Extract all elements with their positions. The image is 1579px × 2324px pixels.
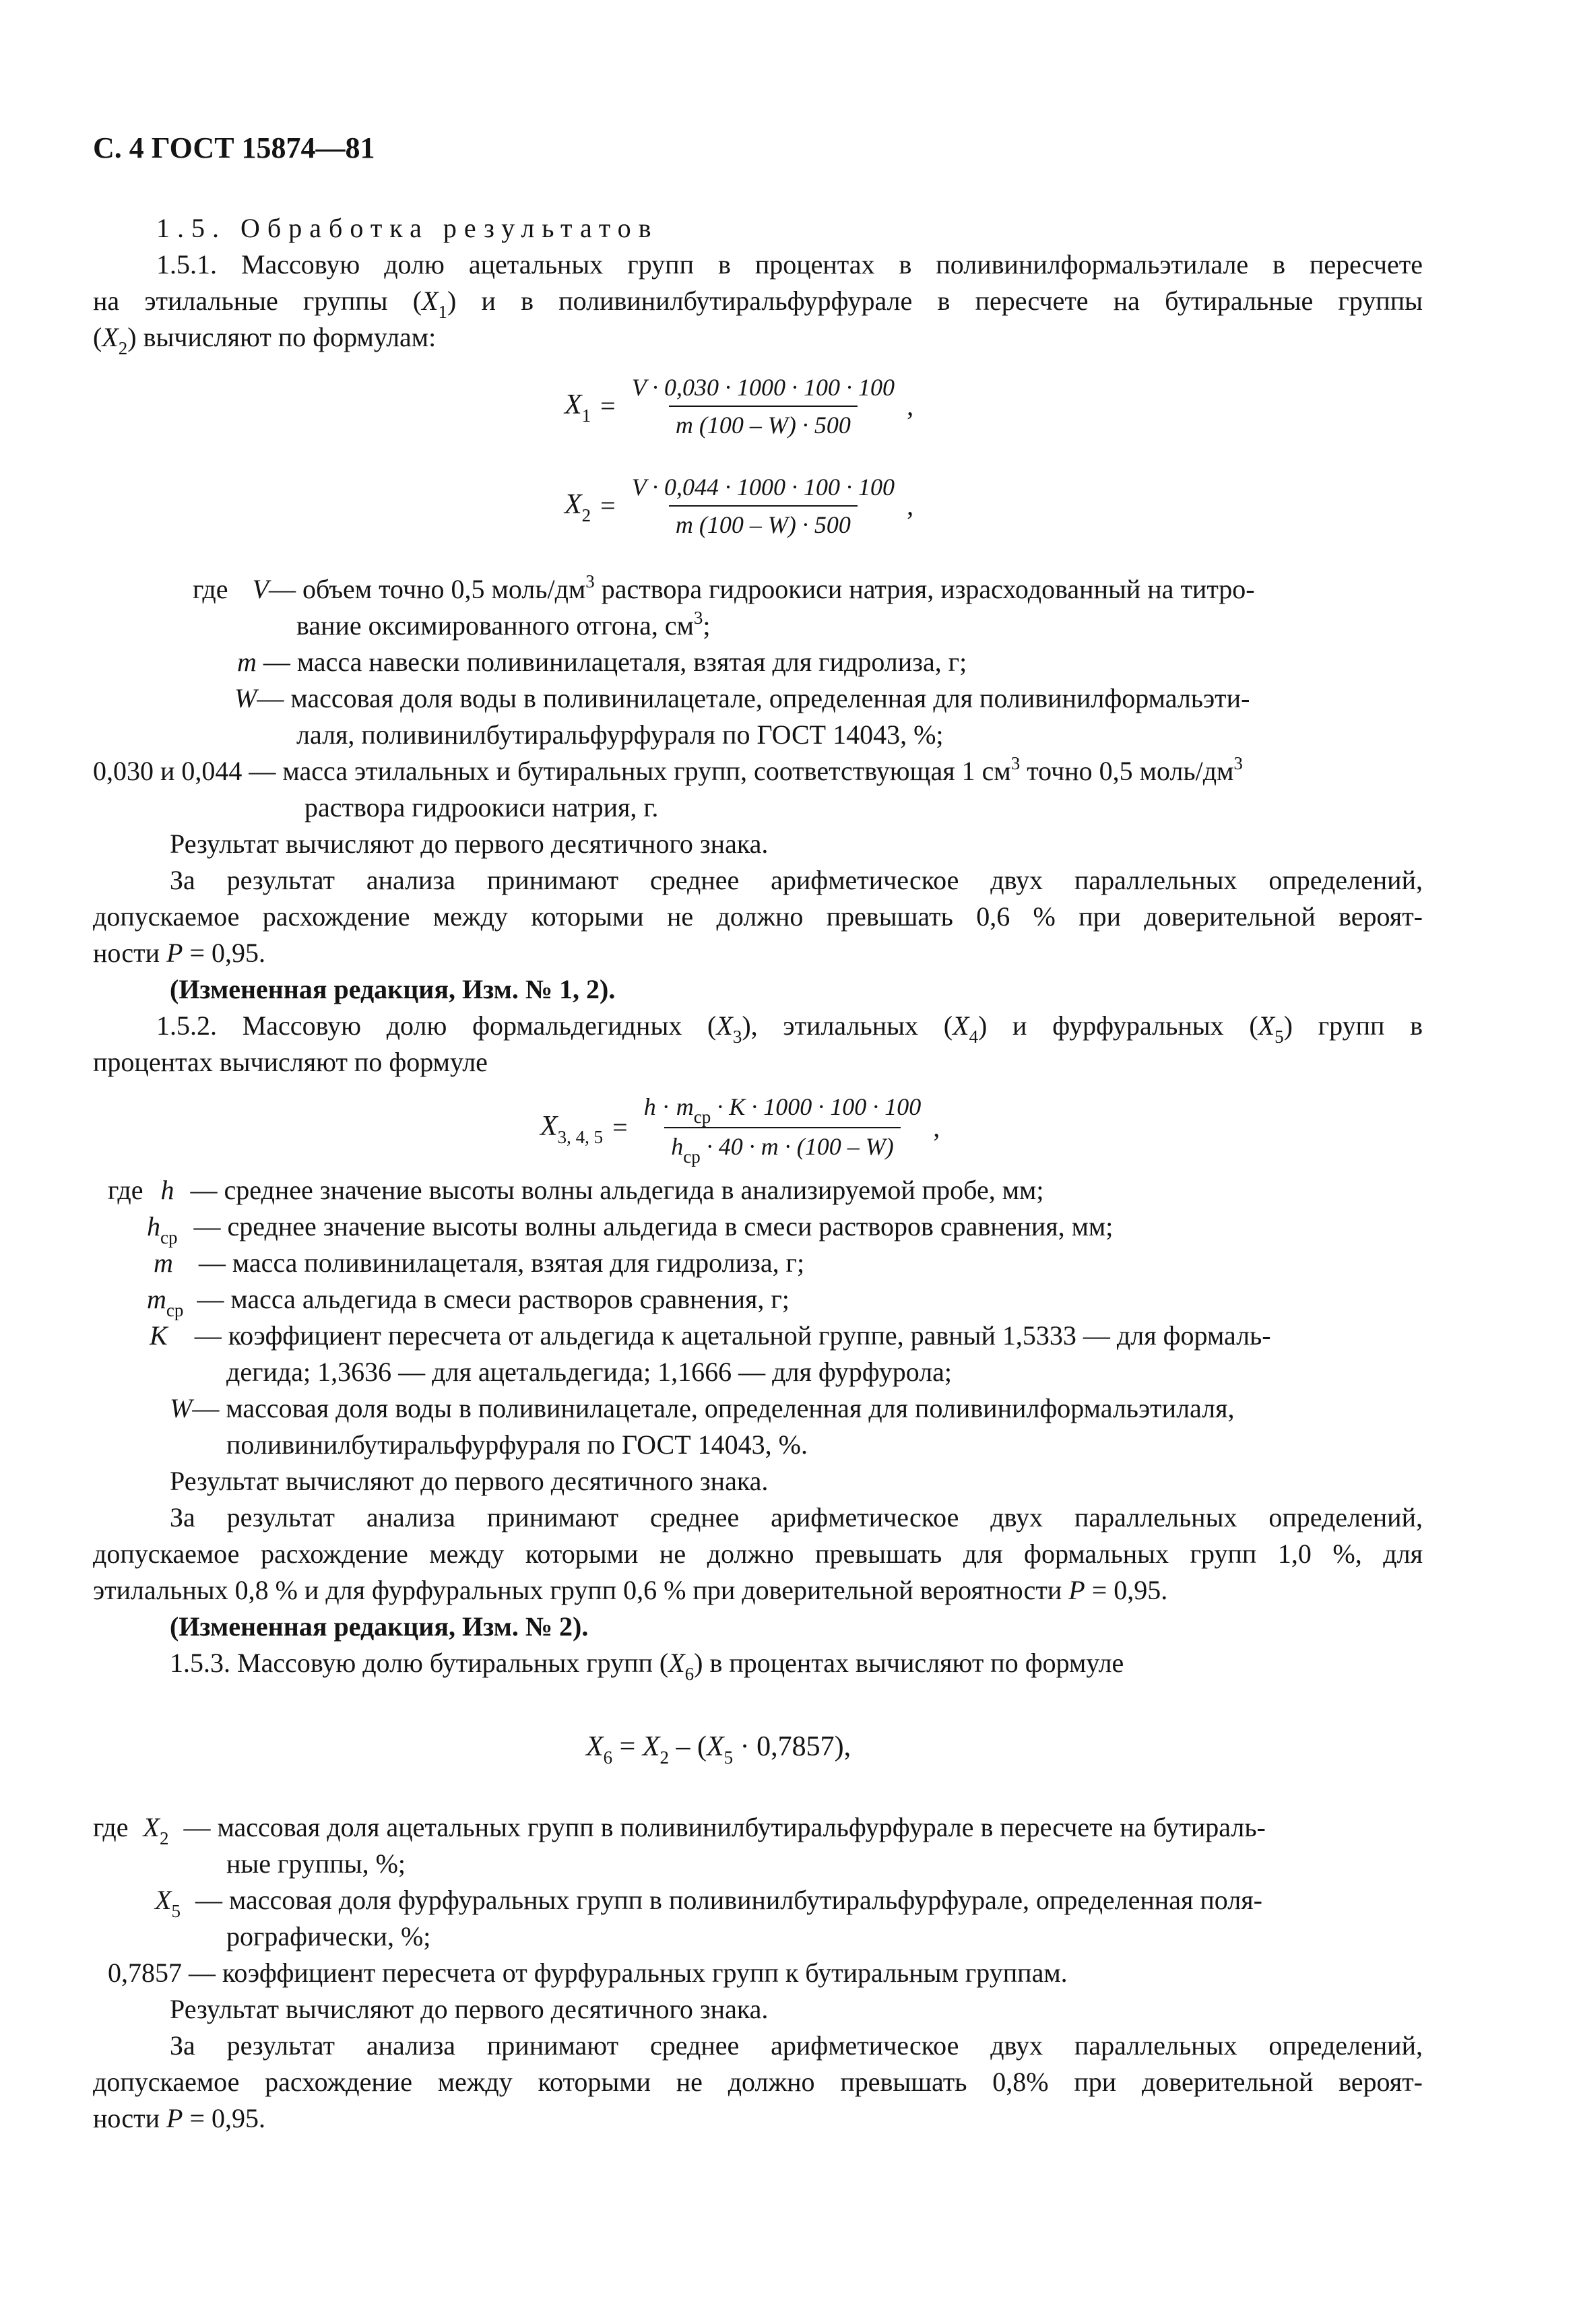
result-3: допускаемое расхождение между которыми не должно превышать 0,6 % при доверительной вероят- <box>93 901 1423 932</box>
def2-m <box>154 1245 804 1281</box>
f3-lhs-sub: 3, 4, 5 <box>557 1127 604 1147</box>
x2-subscript: 2 <box>118 338 128 358</box>
def2-hcp-symbol: h <box>147 1211 160 1241</box>
result-4 <box>93 935 265 971</box>
def2-h <box>108 1172 1043 1208</box>
def-v-where: где <box>193 574 228 604</box>
result3-4-p: P <box>166 2103 183 2133</box>
f1-eq: = <box>600 391 616 421</box>
x4-symbol: X <box>953 1010 969 1041</box>
f2-tail: , <box>907 490 914 521</box>
s152-l1c: ) и фурфуральных ( <box>978 1010 1258 1041</box>
f2-eq: = <box>600 490 616 521</box>
def-m <box>237 644 967 680</box>
result2-4-val: = 0,95. <box>1085 1575 1168 1605</box>
def2-hcp <box>147 1208 1113 1248</box>
formula-x2 <box>565 472 913 540</box>
def2-mcp <box>147 1281 790 1320</box>
section-title-text: 1.5. Обработка результатов <box>156 213 659 243</box>
result2-1: Результат вычисляют до первого десятичного знака. <box>170 1466 769 1496</box>
def2-k <box>150 1318 1271 1354</box>
result2-4-text: этилальных 0,8 % и для фурфуральных групп 0,6 % при доверительной вероятности <box>93 1575 1069 1605</box>
result-2: За результат анализа принимают среднее арифметическое двух параллельных определений, <box>170 865 1423 895</box>
f3-num-m: m <box>676 1093 694 1120</box>
def2-w-text: — массовая доля воды в поливинилацетале, определенная для поливинилформальэтилаля, <box>192 1393 1235 1423</box>
def-coef-sup2: 3 <box>1233 753 1243 773</box>
def-v-cont-sup: 3 <box>693 608 703 628</box>
def2-h-text: — среднее значение высоты волны альдегида в анализируемой пробе, мм; <box>190 1175 1044 1205</box>
def2-h-symbol: h <box>160 1175 174 1205</box>
result-1: Результат вычисляют до первого десятичного знака. <box>170 829 769 859</box>
f2-fraction <box>625 472 901 540</box>
result3-4-val: = 0,95. <box>183 2103 266 2133</box>
def2-mcp-sub: ср <box>166 1300 184 1320</box>
x1-symbol: X <box>422 286 439 316</box>
s151-line3 <box>93 319 436 358</box>
def-v-symbol: V <box>252 574 269 604</box>
f4-x6: X <box>586 1731 604 1762</box>
def-coef-text: 0,030 и 0,044 — масса этилальных и бутиральных групп, соответствующая 1 см <box>93 756 1011 786</box>
def3-x5-text: — массовая доля фурфуральных групп в поливинилбутиральфурфурале, определенная поля- <box>195 1885 1262 1915</box>
def2-m-symbol: m <box>154 1248 173 1278</box>
x6-sub: 6 <box>684 1664 695 1684</box>
f2-numerator: V · 0,044 · 1000 · 100 · 100 <box>631 474 895 501</box>
def2-w-symbol: W <box>170 1393 193 1423</box>
x6-symbol: X <box>668 1648 685 1678</box>
def-v-text: — объем точно 0,5 моль/дм <box>268 574 586 604</box>
s151-l3b: ) вычисляют по формулам: <box>127 322 437 352</box>
formula-x345-lhs <box>540 1108 603 1147</box>
def2-k-cont: дегида; 1,3636 — для ацетальдегида; 1,1666 — для фурфурола; <box>226 1357 953 1387</box>
result2-4 <box>93 1572 1167 1609</box>
def3-x2 <box>93 1809 1266 1848</box>
def3-x5-symbol: X <box>155 1885 172 1915</box>
f1-lhs-sub: 1 <box>581 406 591 426</box>
result-4-val: = 0,95. <box>183 938 266 968</box>
s151-line1: 1.5.1. Массовую долю ацетальных групп в процентах в поливинилформальэтилале в пересчете <box>156 249 1423 280</box>
result3-2: За результат анализа принимают среднее арифметическое двух параллельных определений, <box>170 2030 1423 2061</box>
def-v-text2: раствора гидроокиси натрия, израсходованный на титро- <box>594 574 1255 604</box>
def-v <box>193 571 1255 610</box>
f1-fraction <box>625 372 901 441</box>
def3-x5-cont: рографически, %; <box>226 1921 431 1951</box>
def-m-symbol: m <box>237 647 257 677</box>
formula-x6 <box>586 1729 851 1768</box>
formula-x1 <box>565 372 913 441</box>
def2-where: где <box>108 1175 143 1205</box>
f4-x2: X <box>642 1731 660 1762</box>
x3-sub: 3 <box>732 1027 742 1047</box>
x2-symbol: X <box>102 322 119 352</box>
f3-den-h: h <box>671 1133 684 1160</box>
def-w-cont: лаля, поливинилбутиральфурфураля по ГОСТ 14043, %; <box>296 719 944 750</box>
formula-x1-lhs <box>565 387 591 426</box>
def2-k-text: — коэффициент пересчета от альдегида к ацетальной группе, равный 1,5333 — для формаль- <box>194 1320 1271 1351</box>
def2-w-cont: поливинилбутиральфурфураля по ГОСТ 14043, %. <box>226 1429 808 1460</box>
result3-4-text: ности <box>93 2103 167 2133</box>
def3-k: 0,7857 — коэффициент пересчета от фурфуральных групп к бутиральным группам. <box>108 1958 1068 1988</box>
s153-l1b: ) в процентах вычисляют по формуле <box>694 1648 1124 1678</box>
def2-k-symbol: K <box>150 1320 168 1351</box>
f3-den-rest: · 40 · m · (100 – W) <box>706 1133 894 1160</box>
formula-x2-lhs <box>565 486 591 525</box>
f3-denominator <box>664 1127 900 1167</box>
revision-1: (Измененная редакция, Изм. № 1, 2). <box>170 974 616 1004</box>
f3-eq: = <box>612 1112 628 1142</box>
f4-x5-sub: 5 <box>723 1747 734 1768</box>
s151-l2a: на этилальные группы ( <box>93 286 422 316</box>
result3-3: допускаемое расхождение между которыми не должно превышать 0,8% при доверительной вероят- <box>93 2067 1423 2097</box>
f3-fraction <box>637 1091 928 1167</box>
f4-end: · 0,7857), <box>733 1731 851 1762</box>
f2-lhs: X <box>565 489 582 520</box>
s153-l1a: 1.5.3. Массовую долю бутиральных групп ( <box>170 1648 669 1678</box>
def-v-cont-text: вание оксимированного отгона, см <box>296 610 694 641</box>
def3-where: где <box>93 1812 129 1842</box>
def2-mcp-text: — масса альдегида в смеси растворов сравнения, г; <box>197 1284 790 1314</box>
x4-sub: 4 <box>969 1027 978 1047</box>
def-coef-cont: раствора гидроокиси натрия, г. <box>304 792 659 822</box>
s151-line2 <box>93 283 1423 322</box>
def-v-sup: 3 <box>585 571 595 591</box>
f3-numerator: $h \cdot m_{ср} \cdot K \cdot 1000 \cdot 100 \cdot 100$ <box>643 1093 922 1127</box>
def3-x5 <box>155 1882 1262 1921</box>
formula-x345 <box>540 1091 940 1167</box>
f2-lhs-sub: 2 <box>581 505 591 525</box>
def-m-text: — масса навески поливинилацеталя, взятая для гидролиза, г; <box>256 647 967 677</box>
f1-tail: , <box>907 391 914 421</box>
def2-m-text: — масса поливинилацеталя, взятая для гидролиза, г; <box>198 1248 805 1278</box>
x5-symbol: X <box>1258 1010 1275 1041</box>
def2-hcp-sub: ср <box>160 1227 178 1248</box>
f4-x5: X <box>707 1731 724 1762</box>
def3-x2-symbol: X <box>143 1812 160 1842</box>
result2-2: За результат анализа принимают среднее арифметическое двух параллельных определений, <box>170 1502 1423 1532</box>
f4-mid: = <box>612 1731 643 1762</box>
s152-line1 <box>156 1008 1423 1047</box>
section-title <box>156 210 659 247</box>
f3-num-rest: · K · 1000 · 100 · 100 <box>717 1093 922 1120</box>
f3-lhs: X <box>540 1111 558 1142</box>
result-4-text: ности <box>93 938 167 968</box>
page-header: С. 4 ГОСТ 15874—81 <box>93 131 375 164</box>
result3-1: Результат вычисляют до первого десятичного знака. <box>170 1994 769 2024</box>
s152-l1d: ) групп в <box>1283 1010 1423 1041</box>
f3-tail: , <box>933 1112 940 1142</box>
def-w-symbol: W <box>234 683 257 713</box>
def3-x2-cont: ные группы, %; <box>226 1848 406 1879</box>
def3-x2-text: — массовая доля ацетальных групп в поливинилбутиральфурфурале в пересчете на бутираль- <box>183 1812 1266 1842</box>
def-coef <box>93 753 1243 792</box>
def3-x5-sub: 5 <box>171 1901 181 1921</box>
f2-denominator: m (100 – W) · 500 <box>669 505 858 540</box>
f1-denominator: m (100 – W) · 500 <box>669 406 858 441</box>
s151-l2b: ) и в поливинилбутиральфурфурале в пересчете на бутиральные группы <box>447 286 1423 316</box>
result3-4 <box>93 2100 265 2137</box>
f4-x2-sub: 2 <box>659 1747 669 1768</box>
x3-symbol: X <box>716 1010 733 1041</box>
s152-l1b: ), этилальных ( <box>742 1010 953 1041</box>
f4-m2: – ( <box>669 1731 707 1762</box>
def3-x2-sub: 2 <box>159 1828 169 1848</box>
x1-subscript: 1 <box>438 302 447 322</box>
f3-num-msub: ср <box>693 1107 711 1127</box>
def2-w <box>170 1390 1235 1427</box>
result2-3: допускаемое расхождение между которыми не должно превышать для формальных групп 1,0 %, для <box>93 1539 1423 1569</box>
def-coef-sup: 3 <box>1010 753 1021 773</box>
def2-hcp-text: — среднее значение высоты волны альдегида в смеси растворов сравнения, мм; <box>193 1211 1114 1241</box>
def-w <box>234 680 1250 717</box>
def-w-text: — массовая доля воды в поливинилацетале, определенная для поливинилформальэти- <box>257 683 1250 713</box>
result-4-p: P <box>166 938 183 968</box>
s153-line1 <box>170 1645 1124 1684</box>
def-v-cont-end: ; <box>703 610 711 641</box>
def-coef-text2: точно 0,5 моль/дм <box>1020 756 1234 786</box>
f1-lhs: X <box>565 389 582 420</box>
s152-l1a: 1.5.2. Массовую долю формальдегидных ( <box>156 1010 717 1041</box>
f1-numerator: V · 0,030 · 1000 · 100 · 100 <box>631 374 895 401</box>
def-v-cont <box>296 608 711 647</box>
def2-mcp-symbol: m <box>147 1284 166 1314</box>
s152-line2: процентах вычисляют по формуле <box>93 1047 488 1077</box>
f3-den-hsub: ср <box>683 1147 701 1167</box>
x5-sub: 5 <box>1275 1027 1284 1047</box>
s151-l3a: ( <box>93 322 102 352</box>
f3-num-h: h <box>643 1093 656 1120</box>
f4-x6-sub: 6 <box>603 1747 613 1768</box>
revision-2: (Измененная редакция, Изм. № 2). <box>170 1611 589 1642</box>
result2-4-p: P <box>1068 1575 1085 1605</box>
